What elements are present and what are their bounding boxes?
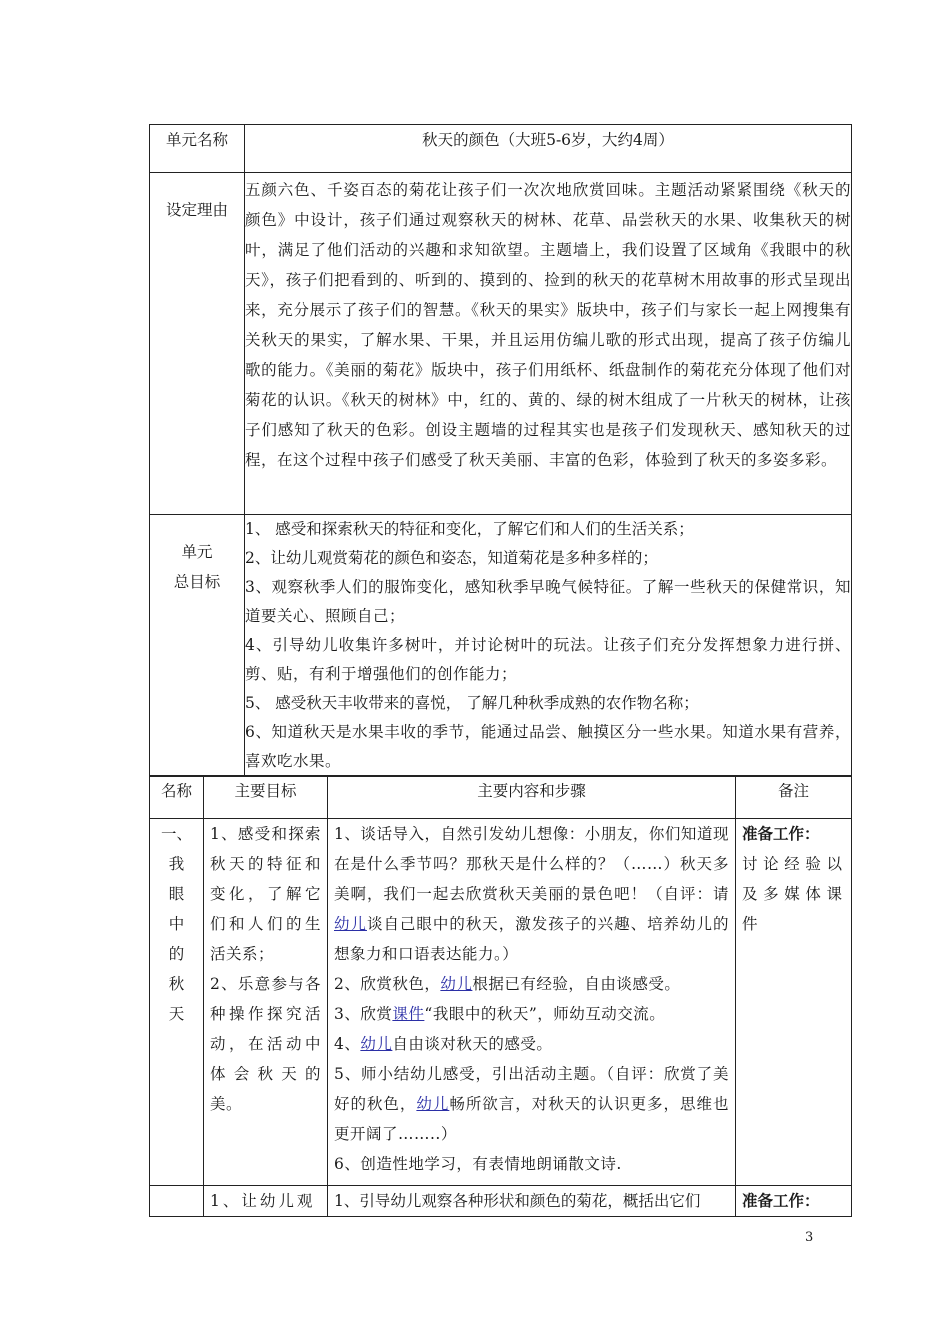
- activity-name-char: 中: [168, 915, 185, 933]
- header-name: 名称: [150, 776, 204, 819]
- step-text: 谈自己眼中的秋天，激发孩子的兴趣、培养幼儿的想象力和口语表达能力。）: [334, 915, 729, 963]
- activity-goal-item: 2、乐意参与各种操作探究活动，在活动中体会秋天的美。: [210, 975, 321, 1113]
- step-item: [334, 969, 729, 999]
- activity-name: [150, 819, 204, 1186]
- activity-plan-table: [149, 775, 852, 1217]
- unit-name-value: 秋天的颜色（大班5-6岁，大约4周）: [245, 125, 852, 173]
- step-item: 6、创造性地学习，有表情地朗诵散文诗.: [334, 1155, 622, 1173]
- keyword-link[interactable]: 幼儿: [416, 1095, 450, 1113]
- activity-goals: 1、让幼儿观: [204, 1186, 328, 1217]
- goal-item: 2、让幼儿观赏菊花的颜色和姿态，知道菊花是多种多样的；: [245, 549, 658, 567]
- rationale-label: 设定理由: [150, 173, 245, 515]
- activity-goal-item: 1、感受和探索秋天的特征和变化，了解它们和人们的生活关系；: [210, 825, 321, 963]
- plan-row: [150, 819, 852, 1186]
- activity-name: [150, 1186, 204, 1217]
- step-text: 5、师小结幼儿感受，引出活动主题。（自评：欣赏了美好的秋色，: [334, 1065, 729, 1113]
- activity-name-char: 天: [168, 1005, 185, 1023]
- header-goals: 主要目标: [204, 776, 328, 819]
- activity-name-char: 的: [168, 945, 185, 963]
- activity-goals: [204, 819, 328, 1186]
- keyword-link[interactable]: 幼儿: [440, 975, 473, 993]
- step-text: 1、谈话导入，自然引发幼儿想像：小朋友，你们知道现在是什么季节吗？那秋天是什么样的？（……）秋天多美啊，我们一起去欣赏秋天美丽的景色吧！（自评：请: [334, 825, 729, 903]
- activity-steps: 1、引导幼儿观察各种形状和颜色的菊花，概括出它们: [328, 1186, 736, 1217]
- keyword-link[interactable]: 课件: [392, 1005, 425, 1023]
- goals-list: [245, 515, 852, 777]
- keyword-link[interactable]: 幼儿: [334, 915, 367, 933]
- keyword-link[interactable]: 幼儿: [360, 1035, 393, 1053]
- plan-row: [150, 1186, 852, 1217]
- step-text: 畅所欲言，对秋天的认识更多，思维也更开阔了……..）: [334, 1095, 729, 1143]
- rationale-text: 五颜六色、千姿百态的菊花让孩子们一次次地欣赏回味。主题活动紧紧围绕《秋天的颜色》中设计，孩子们通过观察秋天的树林、花草、品尝秋天的水果、收集秋天的树叶，满足了他们活动的兴趣和求知欲望。主题墙上，我们设置了区域角《我眼中的秋天》，孩子们把看到的、听到的、摸到的、捡到的秋天的花草树木用故事的形式呈现出来，充分展示了孩子们的智慧。《秋天的果实》版块中，孩子们与家长一起上网搜集有关秋天的果实，了解水果、干果，并且运用仿编儿歌的形式出现，提高了孩子仿编儿歌的能力。《美丽的菊花》版块中，孩子们用纸杯、纸盘制作的菊花充分体现了他们对菊花的认识。《秋天的树林》中，红的、黄的、绿的树木组成了一片秋天的树林，让孩子们感知了秋天的色彩。创设主题墙的过程其实也是孩子们发现秋天、感知秋天的过程，在这个过程中孩子们感受了秋天美丽、丰富的色彩，体验到了秋天的多姿多彩。: [245, 173, 852, 515]
- note-text: 讨论经验以及多媒体课件: [742, 855, 845, 933]
- note-title: 准备工作：: [742, 824, 820, 843]
- step-item: [334, 1059, 729, 1149]
- goals-row: [150, 515, 852, 777]
- step-item: [334, 819, 729, 969]
- step-text: 根据已有经验，自由谈感受。: [472, 975, 681, 993]
- unit-name-row: [150, 125, 852, 173]
- goals-label-line2: 总目标: [173, 573, 221, 591]
- goal-item: 5、 感受秋天丰收带来的喜悦， 了解几种秋季成熟的农作物名称；: [245, 694, 699, 712]
- activity-name-char: 一、: [160, 825, 192, 843]
- goal-item: 6、知道秋天是水果丰收的季节，能通过品尝、触摸区分一些水果。知道水果有营养，喜欢吃水果。: [245, 723, 851, 770]
- step-text: 4、: [334, 1035, 361, 1053]
- activity-name-char: 秋: [168, 975, 185, 993]
- step-item: [334, 999, 729, 1029]
- activity-name-char: 我: [168, 855, 185, 873]
- goal-item: 4、引导幼儿收集许多树叶，并讨论树叶的玩法。让孩子们充分发挥想象力进行拼、剪、贴，有利于增强他们的创作能力；: [245, 636, 851, 683]
- header-steps: 主要内容和步骤: [328, 776, 736, 819]
- header-notes: 备注: [736, 776, 852, 819]
- unit-info-table: [149, 124, 852, 777]
- step-item: [334, 1029, 729, 1059]
- unit-name-label: 单元名称: [150, 125, 245, 173]
- note-title: 准备工作：: [736, 1186, 852, 1217]
- goal-item: 1、 感受和探索秋天的特征和变化，了解它们和人们的生活关系；: [245, 520, 694, 538]
- activity-notes: [736, 819, 852, 1186]
- goals-label-line1: 单元: [181, 543, 213, 561]
- activity-name-char: 眼: [168, 885, 185, 903]
- activity-steps: [328, 819, 736, 1186]
- step-text: 自由谈对秋天的感受。: [392, 1035, 553, 1053]
- rationale-row: [150, 173, 852, 515]
- step-text: 2、欣赏秋色，: [334, 975, 441, 993]
- step-text: “我眼中的秋天”，师幼互动交流。: [424, 1005, 666, 1023]
- goals-label: [150, 515, 245, 777]
- goal-item: 3、观察秋季人们的服饰变化，感知秋季早晚气候特征。了解一些秋天的保健常识，知道要关心、照顾自己；: [245, 578, 851, 625]
- page-number: 3: [805, 1230, 814, 1245]
- step-text: 3、欣赏: [334, 1005, 393, 1023]
- plan-header-row: [150, 776, 852, 819]
